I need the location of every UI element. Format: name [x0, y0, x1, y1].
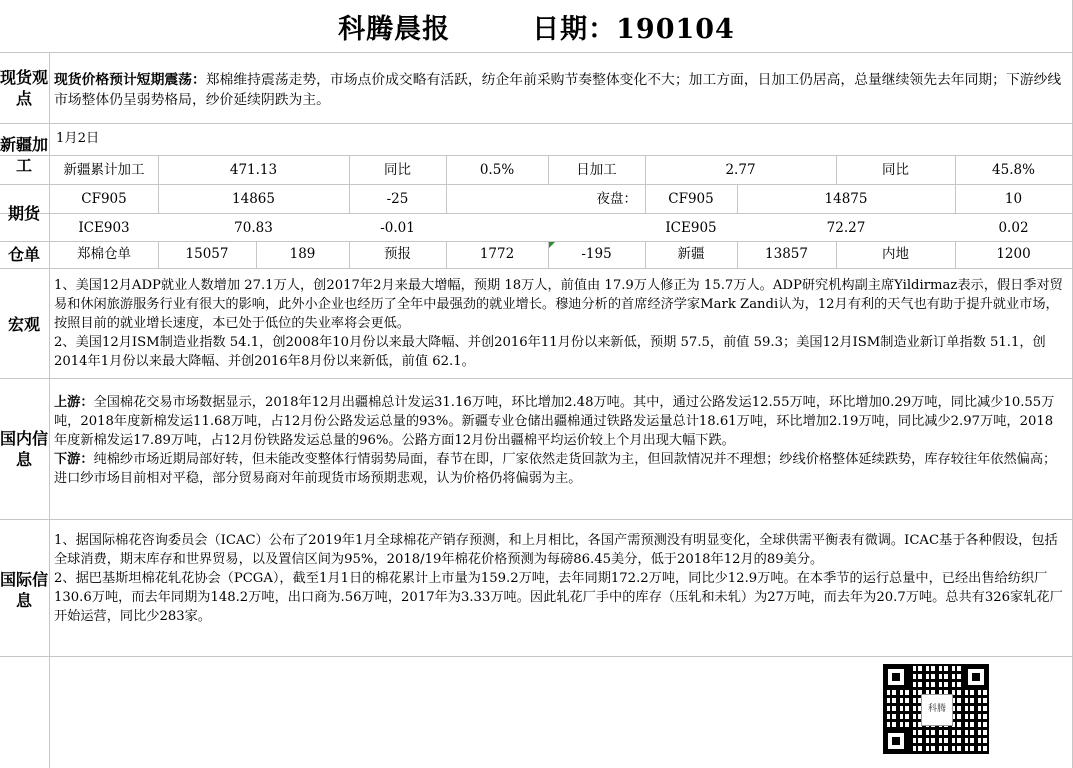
- spot-text: 郑棉维持震荡走势，市场点价成交略有活跃，纺企年前采购节奏整体变化不大；加工方面，日加工仍居高，总量继续领先去年同期；下游纱线市场整体仍呈弱势格局，纱价延续阴跌为主。: [54, 72, 1062, 108]
- ice905-change: 0.02: [998, 220, 1029, 236]
- cf905-night-change: 10: [1004, 191, 1023, 207]
- upstream-heading: 上游：: [54, 395, 94, 410]
- zce-receipt-label: 郑棉仓单: [77, 246, 131, 262]
- upstream-text: 全国棉花交易市场数据显示，2018年12月出疆棉总计发运31.16万吨，环比增加2.48万吨。其中，通过公路发运12.55万吨，环比增加0.29万吨，同比减少10.55万吨，2018年度新棉发运11.68万吨，占12月份公路发运总量的93%。新疆专业仓储出疆棉通过铁路发运量总计18.61万吨，环比增加2.19万吨，同比减少2.97万吨，2018年度新棉发运17.89万吨，占12月份铁路发运总量的96%。公路方面12月份出疆棉平均运价较上个月出现大幅下跌。: [54, 395, 1055, 448]
- xj-daily-value: 2.77: [725, 162, 756, 178]
- ice905-name: ICE905: [665, 220, 717, 236]
- futures-label: 期货: [7, 204, 40, 223]
- inland-receipt-value: 1200: [996, 246, 1031, 262]
- xj-cumulative-value: 471.13: [229, 162, 278, 178]
- intl-label: 国际信息: [0, 570, 49, 610]
- xj-yoy-label: 同比: [384, 162, 411, 178]
- report-date: 日期：190104: [532, 13, 735, 45]
- zce-receipt-value: 15057: [185, 246, 229, 262]
- domestic-label: 国内信息: [0, 429, 49, 469]
- cf905-price: 14865: [232, 191, 275, 207]
- cf905-night-name: CF905: [668, 191, 714, 207]
- ice905-price: 72.27: [826, 220, 866, 236]
- downstream-text: 纯棉纱市场近期局部好转，但未能改变整体行情弱势局面，春节在即，厂家依然走货回款为主，但回款情况并不理想；纱线价格整体延续跌势，库存较往年依然偏高；进口纱市场目前相对平稳，部分贸易商对年前现货市场预期悲观，认为价格仍将偏弱为主。: [54, 452, 1057, 486]
- xj-daily-yoy-label: 同比: [882, 162, 909, 178]
- xj-yoy-value: 0.5%: [479, 162, 515, 178]
- intl-content: [54, 531, 1066, 626]
- macro-item-2: 2、美国12月ISM制造业指数 54.1，创2008年10月份以来最大降幅、并创2016年11月份以来新低，预期 57.5，前值 59.3；美国12月ISM制造业新订单指数 51.1，创2014年1月份以来最大降幅、并创2016年8月份以来新低，前值 62.1。: [54, 335, 1046, 369]
- qr-code-image: [883, 664, 989, 754]
- spot-label: 现货观点: [0, 68, 49, 108]
- intl-item-2: 2、据巴基斯坦棉花轧花协会（PCGA），截至1月1日的棉花累计上市量为159.2万吨，去年同期172.2万吨，同比少12.9万吨。在本季节的运行总量中，已经出售给纺织厂130.6万吨，而去年同期为148.2万吨，出口商为.56万吨，2017年为3.33万吨。因此轧花厂手中的库存（压轧和未轧）为27万吨，而去年为20.7万吨。总共有326家轧花厂开始运营，同比少283家。: [54, 571, 1063, 624]
- cf905-night-price: 14875: [824, 191, 868, 207]
- forecast-change: -195: [581, 246, 612, 262]
- xj-daily-yoy-value: 45.8%: [992, 162, 1035, 178]
- warehouse-label: 仓单: [7, 245, 40, 264]
- xinjiang-label: 新疆加工: [0, 135, 49, 175]
- upstream-paragraph: [54, 393, 1066, 450]
- spot-heading: 现货价格预计短期震荡：: [54, 72, 206, 88]
- cf905-change: -25: [386, 191, 409, 207]
- spot-view: [54, 70, 1066, 110]
- night-session-label: 夜盘：: [596, 191, 637, 207]
- downstream-heading: 下游：: [54, 452, 94, 467]
- downstream-paragraph: [54, 450, 1066, 488]
- xinjiang-receipt-value: 13857: [765, 246, 808, 262]
- cf905-name: CF905: [81, 191, 127, 207]
- xj-cumulative-label: 新疆累计加工: [63, 162, 145, 178]
- ice903-change: -0.01: [380, 220, 415, 236]
- zce-receipt-change: 189: [289, 246, 316, 262]
- domestic-content: [54, 393, 1066, 488]
- qr-center-logo: 科腾: [921, 694, 953, 726]
- report-title: [0, 0, 1073, 52]
- inland-receipt-label: 内地: [882, 246, 909, 262]
- forecast-value: 1772: [479, 246, 515, 262]
- xj-daily-label: 日加工: [576, 162, 617, 178]
- forecast-label: 预报: [384, 246, 411, 262]
- xinjiang-date: 1月2日: [56, 131, 100, 146]
- macro-label: 宏观: [7, 315, 40, 334]
- macro-item-1: 1、美国12月ADP就业人数增加 27.1万人，创2017年2月来最大增幅，预期 18万人，前值由 17.9万人修正为 15.7万人。ADP研究机构副主席Yildirmaz表示，假日季对贸易和休闲旅游服务行业有很大的影响，此外小企业也经历了全年中最强劲的就业增长。穆迪分析的首席经济学家Mark Zandi认为，12月有利的天气也有助于提升就业市场，按照目前的就业增长速度，本已处于低位的失业率将会更低。: [54, 278, 1063, 331]
- xinjiang-receipt-label: 新疆: [677, 246, 705, 262]
- ice903-price: 70.83: [234, 220, 273, 236]
- intl-item-1: 1、据国际棉花咨询委员会（ICAC）公布了2019年1月全球棉花产销存预测，和上月相比，各国产需预测没有明显变化，全球供需平衡表有微调。ICAC基于各种假设，包括全球消费，期末库存和世界贸易，以及置信区间为95%，2018/19年棉花价格预测为每磅86.45美分，低于2018年12月的89美分。: [54, 533, 1058, 567]
- report-name: 科腾晨报: [338, 13, 451, 45]
- macro-content: [54, 276, 1066, 371]
- ice903-name: ICE903: [78, 220, 130, 236]
